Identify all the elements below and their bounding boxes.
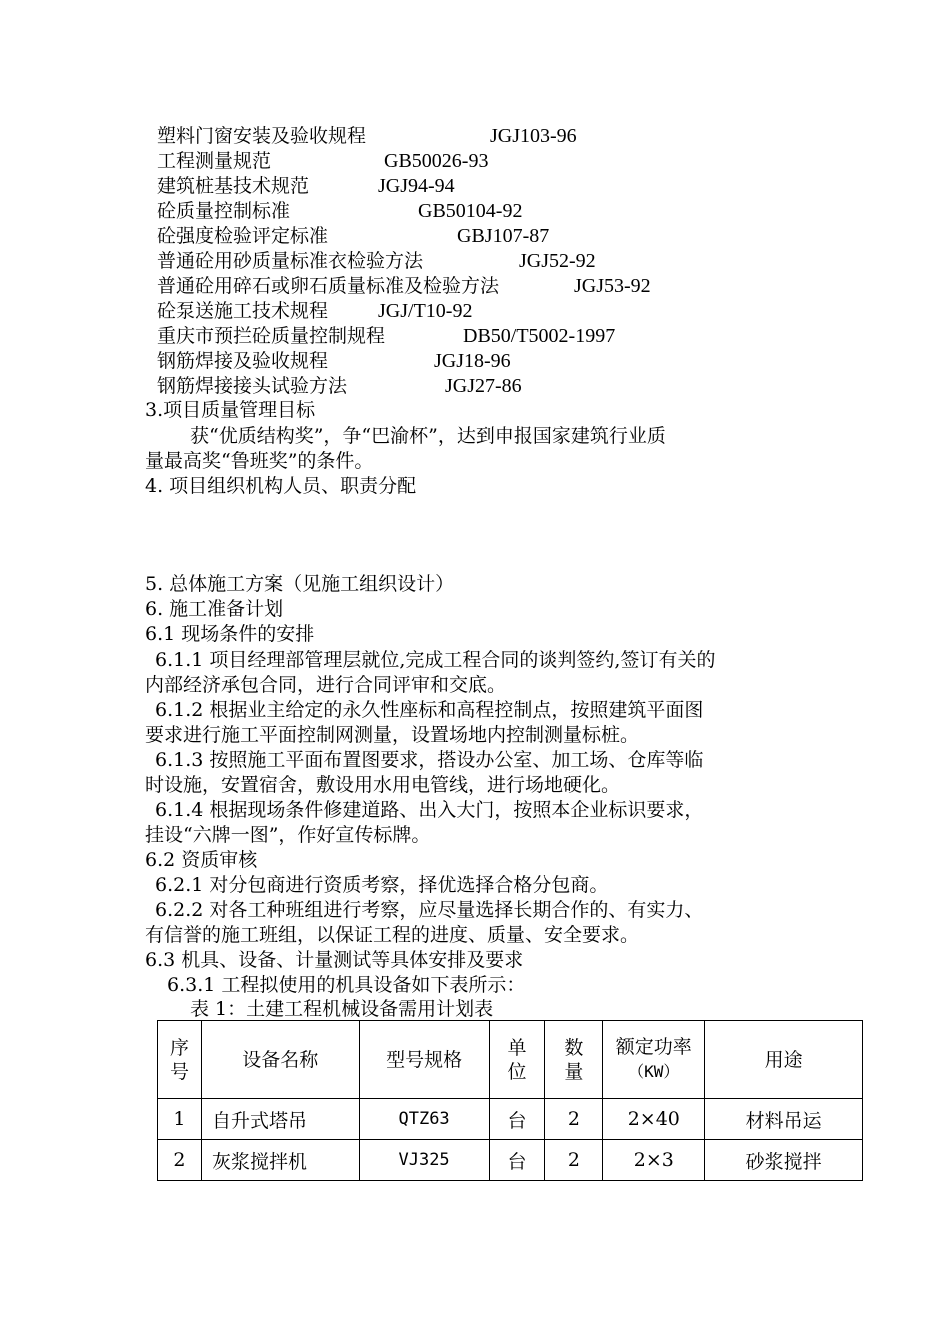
paragraph-line: 内部经济承包合同，进行合同评审和交底。 — [145, 674, 507, 696]
cell-use: 材料吊运 — [705, 1099, 863, 1140]
standard-name: 砼质量控制标准 — [157, 200, 291, 222]
paragraph-line: 时设施，安置宿舍，敷设用水用电管线，进行场地硬化。 — [145, 774, 621, 796]
standard-name: 重庆市预拦砼质量控制规程 — [157, 325, 386, 347]
header-name: 设备名称 — [201, 1021, 359, 1099]
paragraph-line: 要求进行施工平面控制网测量，设置场地内控制测量标桩。 — [145, 724, 640, 746]
standard-name: 普通砼用碎石或卵石质量标准及检验方法 — [157, 275, 500, 297]
paragraph-line: 6.1.2 根据业主给定的永久性座标和高程控制点，按照建筑平面图 — [155, 699, 704, 721]
standard-name: 钢筋焊接及验收规程 — [157, 350, 329, 372]
standard-code: JGJ27-86 — [445, 375, 522, 397]
section-heading: 5. 总体施工方案（见施工组织设计） — [145, 573, 455, 595]
cell-no: 1 — [158, 1099, 202, 1140]
header-unit: 单 位 — [489, 1021, 545, 1099]
table-caption: 表 1：土建工程机械设备需用计划表 — [190, 998, 494, 1020]
cell-unit: 台 — [489, 1140, 545, 1181]
standard-code: JGJ52-92 — [519, 250, 596, 272]
standard-name: 钢筋焊接接头试验方法 — [157, 375, 348, 397]
standard-code: GB50104-92 — [418, 200, 523, 222]
standard-name: 砼强度检验评定标准 — [157, 225, 329, 247]
paragraph-line: 6.3.1 工程拟使用的机具设备如下表所示： — [167, 974, 526, 996]
paragraph-line: 量最高奖“鲁班奖”的条件。 — [145, 450, 374, 472]
subsection-heading: 6.3 机具、设备、计量测试等具体安排及要求 — [145, 949, 524, 971]
cell-model: QTZ63 — [359, 1099, 489, 1140]
equipment-table — [157, 1020, 863, 1181]
paragraph-line: 6.1.4 根据现场条件修建道路、出入大门，按照本企业标识要求， — [155, 799, 704, 821]
standard-name: 塑料门窗安装及验收规程 — [157, 125, 367, 147]
table-header-row — [158, 1021, 863, 1099]
standard-code: GB50026-93 — [384, 150, 489, 172]
paragraph-line: 6.1.3 按照施工平面布置图要求，搭设办公室、加工场、仓库等临 — [155, 749, 704, 771]
cell-name: 灰浆搅拌机 — [201, 1140, 359, 1181]
section-heading: 6. 施工准备计划 — [145, 598, 284, 620]
cell-model: VJ325 — [359, 1140, 489, 1181]
cell-power: 2×40 — [603, 1099, 705, 1140]
paragraph-line: 挂设“六牌一图”，作好宣传标牌。 — [145, 824, 431, 846]
header-use: 用途 — [705, 1021, 863, 1099]
standard-code: JGJ18-96 — [434, 350, 511, 372]
section-heading: 3.项目质量管理目标 — [145, 399, 316, 421]
standard-name: 砼泵送施工技术规程 — [157, 300, 329, 322]
header-power: 额定功率 （KW） — [603, 1021, 705, 1099]
table-row — [158, 1099, 863, 1140]
standard-name: 普通砼用砂质量标准衣检验方法 — [157, 250, 424, 272]
paragraph-line: 6.2.2 对各工种班组进行考察，应尽量选择长期合作的、有实力、 — [155, 899, 704, 921]
paragraph-line: 获“优质结构奖”，争“巴渝杯”，达到申报国家建筑行业质 — [190, 425, 666, 447]
cell-power: 2×3 — [603, 1140, 705, 1181]
standard-name: 建筑桩基技术规范 — [157, 175, 310, 197]
cell-no: 2 — [158, 1140, 202, 1181]
paragraph-line: 6.2.1 对分包商进行资质考察，择优选择合格分包商。 — [155, 874, 609, 896]
paragraph-line: 6.1.1 项目经理部管理层就位,完成工程合同的谈判签约,签订有关的 — [155, 649, 716, 671]
cell-name: 自升式塔吊 — [201, 1099, 359, 1140]
header-qty: 数 量 — [545, 1021, 603, 1099]
cell-unit: 台 — [489, 1099, 545, 1140]
cell-use: 砂浆搅拌 — [705, 1140, 863, 1181]
subsection-heading: 6.1 现场条件的安排 — [145, 623, 315, 645]
subsection-heading: 6.2 资质审核 — [145, 849, 258, 871]
paragraph-line: 有信誉的施工班组，以保证工程的进度、质量、安全要求。 — [145, 924, 640, 946]
header-no: 序 号 — [158, 1021, 202, 1099]
section-heading: 4. 项目组织机构人员、职责分配 — [145, 475, 417, 497]
standard-code: DB50/T5002-1997 — [463, 325, 616, 347]
standard-code: JGJ94-94 — [378, 175, 455, 197]
standard-code: JGJ/T10-92 — [378, 300, 473, 322]
cell-qty: 2 — [545, 1099, 603, 1140]
cell-qty: 2 — [545, 1140, 603, 1181]
standard-code: JGJ103-96 — [490, 125, 577, 147]
standard-name: 工程测量规范 — [157, 150, 272, 172]
standard-code: GBJ107-87 — [457, 225, 550, 247]
standard-code: JGJ53-92 — [574, 275, 651, 297]
header-model: 型号规格 — [359, 1021, 489, 1099]
table-row — [158, 1140, 863, 1181]
